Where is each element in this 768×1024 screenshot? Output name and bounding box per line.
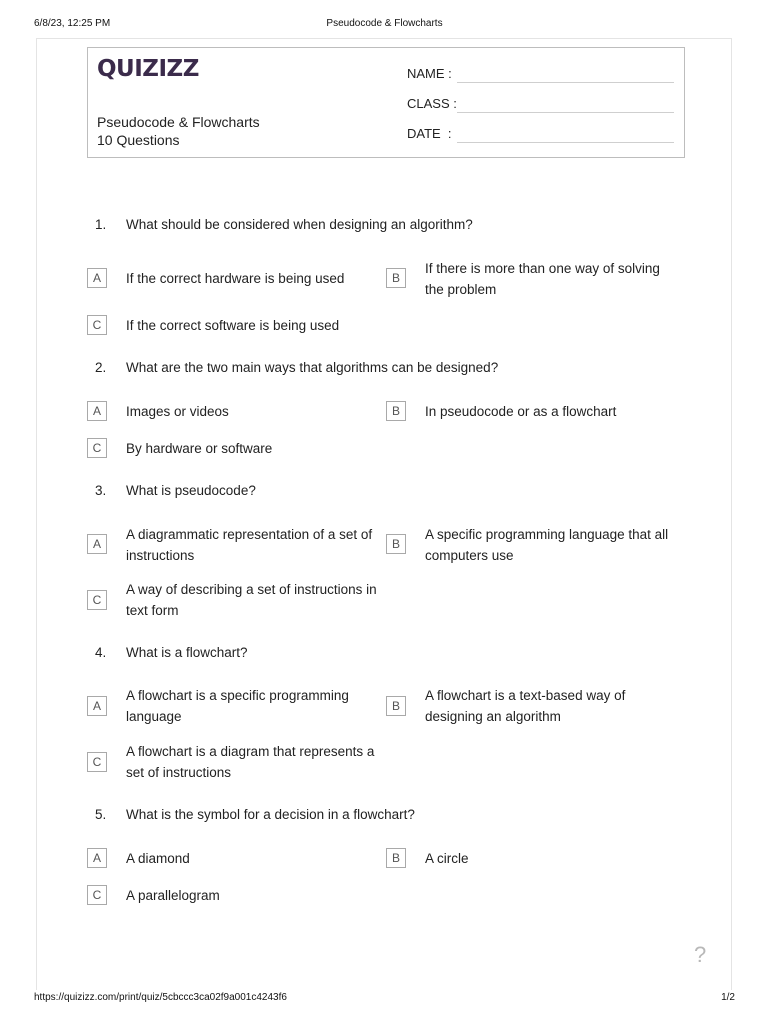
- question-text: What is the symbol for a decision in a flowchart?: [126, 807, 415, 822]
- quiz-sheet: [36, 38, 732, 990]
- option-b-box[interactable]: B: [386, 848, 406, 868]
- option-a-text: A diamond: [126, 851, 190, 866]
- option-b-text: A flowchart is a text-based way of designing an algorithm: [425, 688, 626, 724]
- option-a-text: A diagrammatic representation of a set of instructions: [126, 527, 373, 563]
- question-number: 1.: [95, 217, 107, 232]
- option-b-text: If there is more than one way of solving the problem: [425, 261, 660, 297]
- print-url: https://quizizz.com/print/quiz/5cbccc3ca02f9a001c4243f6: [34, 992, 287, 1003]
- question-number: 3.: [95, 483, 107, 498]
- question-text: What are the two main ways that algorithms can be designed?: [126, 360, 499, 375]
- option-b-text: A circle: [425, 851, 469, 866]
- option-a-box[interactable]: A: [87, 848, 107, 868]
- option-c-box[interactable]: C: [87, 590, 107, 610]
- option-b-text: In pseudocode or as a flowchart: [425, 404, 617, 419]
- option-c-text: A flowchart is a diagram that represents a set of instructions: [126, 744, 375, 780]
- question-number: 5.: [95, 807, 107, 822]
- option-b-box[interactable]: B: [386, 268, 406, 288]
- quiz-title: Pseudocode & Flowcharts: [97, 114, 260, 130]
- option-a-text: A flowchart is a specific programming language: [126, 688, 349, 724]
- print-datetime: 6/8/23, 12:25 PM: [34, 18, 111, 29]
- option-c-text: A parallelogram: [126, 888, 220, 903]
- worksheet-header: [87, 47, 685, 158]
- option-a-box[interactable]: A: [87, 268, 107, 288]
- name-line: [457, 82, 674, 83]
- option-a-box[interactable]: A: [87, 534, 107, 554]
- option-b-text: A specific programming language that all computers use: [425, 527, 669, 563]
- question-number: 2.: [95, 360, 107, 375]
- name-label: NAME :: [407, 66, 452, 81]
- date-field[interactable]: [407, 126, 452, 141]
- option-c-box[interactable]: C: [87, 885, 107, 905]
- print-header: [34, 18, 735, 32]
- question-number: 4.: [95, 645, 107, 660]
- option-b-box[interactable]: B: [386, 401, 406, 421]
- help-icon[interactable]: ?: [694, 942, 707, 967]
- date-label: DATE :: [407, 126, 452, 141]
- question-text: What should be considered when designing an algorithm?: [126, 217, 473, 232]
- option-a-box[interactable]: A: [87, 401, 107, 421]
- option-c-box[interactable]: C: [87, 752, 107, 772]
- question-text: What is pseudocode?: [126, 483, 256, 498]
- print-footer: [34, 992, 735, 1006]
- quizizz-logo: QUIZIZZ: [97, 56, 199, 82]
- question-count: 10 Questions: [97, 132, 180, 148]
- class-field[interactable]: [407, 96, 457, 111]
- option-b-box[interactable]: B: [386, 696, 406, 716]
- option-c-box[interactable]: C: [87, 315, 107, 335]
- question-text: What is a flowchart?: [126, 645, 248, 660]
- option-c-box[interactable]: C: [87, 438, 107, 458]
- option-b-box[interactable]: B: [386, 534, 406, 554]
- option-a-text: Images or videos: [126, 404, 229, 419]
- option-c-text: A way of describing a set of instructions in text form: [126, 582, 377, 618]
- class-line: [457, 112, 674, 113]
- class-label: CLASS :: [407, 96, 457, 111]
- print-title: Pseudocode & Flowcharts: [326, 18, 443, 29]
- date-line: [457, 142, 674, 143]
- option-a-box[interactable]: A: [87, 696, 107, 716]
- option-c-text: If the correct software is being used: [126, 318, 340, 333]
- option-a-text: If the correct hardware is being used: [126, 271, 345, 286]
- name-field[interactable]: [407, 66, 452, 81]
- page-number: 1/2: [721, 992, 735, 1003]
- option-c-text: By hardware or software: [126, 441, 273, 456]
